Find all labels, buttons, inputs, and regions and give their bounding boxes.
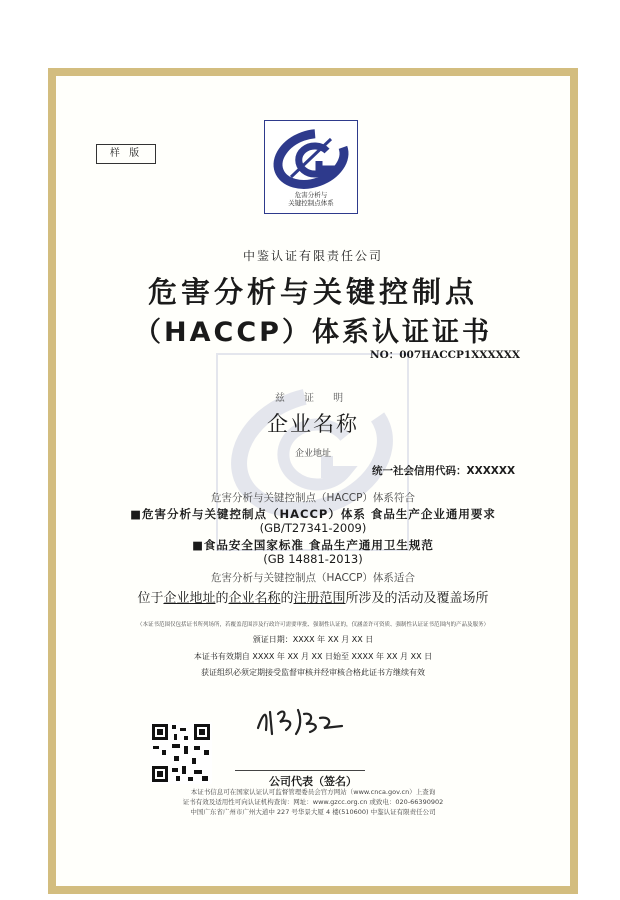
scope-text: 位于企业地址的企业名称的注册范围所涉及的活动及覆盖场所: [137, 591, 489, 606]
conformity-statement: 危害分析与关键控制点（HACCP）体系符合: [211, 492, 415, 504]
scope-address: 企业地址: [163, 591, 216, 606]
standard-2-code: (GB 14881-2013): [263, 552, 363, 566]
enterprise-name: 企业名称: [267, 412, 359, 436]
sample-stamp: 样 版: [96, 144, 156, 164]
standard-2: ■食品安全国家标准 食品生产通用卫生规范: [192, 538, 434, 552]
certificate-number: NO：007HACCP1XXXXXX: [370, 349, 521, 361]
standard-1: ■危害分析与关键控制点（HACCP）体系 食品生产企业通用要求: [130, 507, 496, 521]
scope-enterprise-name: 企业名称: [228, 591, 281, 606]
certificate-title-line2: （HACCP）体系认证证书: [134, 317, 492, 348]
applicability-statement: 危害分析与关键控制点（HACCP）体系适合: [211, 572, 415, 584]
footer-address: 中国广东省广州市广州大道中 227 号华景大厦 4 楼(510600) 中鉴认证有限责任公司: [190, 808, 436, 816]
footer-cnca: 本证书信息可在国家认证认可监督管理委员会官方网站（www.cnca.gov.cn）上查询: [190, 788, 436, 796]
certificate-title-line1: 危害分析与关键控制点: [147, 275, 478, 309]
standard-1-code: (GB/T27341-2009): [259, 521, 367, 535]
signature-line: [235, 770, 365, 771]
logo-caption: 危害分析与 关键控制点体系: [288, 191, 334, 207]
company-representative: 公司代表（签名）: [269, 775, 357, 788]
enterprise-address: 企业地址: [294, 449, 331, 459]
credit-code: 统一社会信用代码：XXXXXX: [372, 465, 516, 477]
cqc-logo-icon: [264, 120, 358, 214]
issuer-name: 中鉴认证有限责任公司: [242, 249, 383, 263]
scope-range: 注册范围: [293, 591, 346, 606]
footer-contact: 证书有效及适用性可向认证机构查询：网址：www.gzcc.org.cn 或致电：020-66390902: [182, 798, 444, 806]
issue-date: 颁证日期：XXXX 年 XX 月 XX 日: [252, 635, 374, 644]
signature-icon: [250, 700, 350, 740]
scope-note: （本证书范围仅包括证书所列场所，若覆盖范围涉及行政许可需要审批、强制性认证的，仅涵盖许可资质、强制性认证证书范围内的产品及服务）: [136, 622, 489, 628]
validity-period: 本证书有效期自 XXXX 年 XX 月 XX 日始至 XXXX 年 XX 月 XX 日: [193, 652, 433, 661]
maintenance-notice: 获证组织必须定期接受监督审核并经审核合格此证书方继续有效: [201, 668, 425, 677]
hereby-certify: 兹 证 明: [274, 393, 352, 404]
